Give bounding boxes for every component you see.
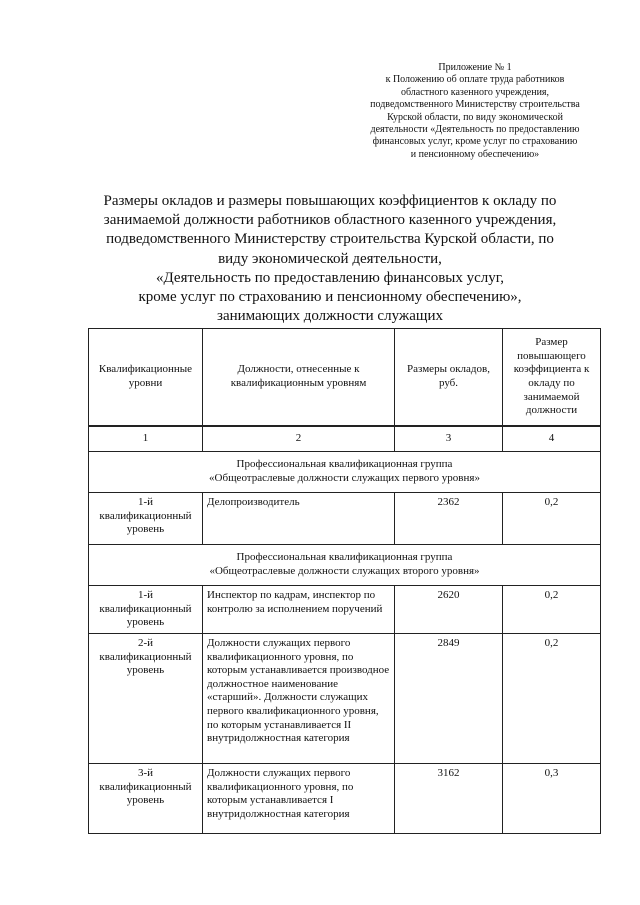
appendix-line: деятельности «Деятельность по предоставлению (370, 124, 580, 136)
group-header-row (89, 545, 601, 586)
coefficient-cell: 0,2 (503, 493, 601, 545)
coefficient-cell: 0,3 (503, 764, 601, 834)
appendix-line: областного казенного учреждения, (400, 86, 550, 98)
salary-cell: 3162 (395, 764, 503, 834)
level-cell: 3-й квалификационный уровень (89, 764, 203, 834)
group-title-line: Профессиональная квалификационная группа (236, 551, 453, 564)
title-line: занимаемой должности работников областного казенного учреждения, (103, 212, 557, 229)
header-positions: Должности, отнесенные к квалификационным уровням (203, 329, 395, 427)
column-number: 4 (503, 426, 601, 452)
salary-cell: 2620 (395, 586, 503, 634)
group-header-row (89, 452, 601, 493)
group-title-line: Профессиональная квалификационная группа (236, 458, 453, 471)
appendix-line: подведомственного Министерству строительства (370, 99, 580, 111)
header-levels: Квалификационные уровни (89, 329, 203, 427)
group-title-line: «Общеотраслевые должности служащих второго уровня» (209, 565, 480, 577)
table-header-row (89, 329, 601, 427)
column-number: 3 (395, 426, 503, 452)
level-cell: 2-й квалификационный уровень (89, 634, 203, 764)
appendix-line: и пенсионному обеспечению» (410, 148, 540, 160)
column-number: 1 (89, 426, 203, 452)
appendix-line: к Положению об оплате труда работников (385, 74, 565, 86)
column-number: 2 (203, 426, 395, 452)
title-line: «Деятельность по предоставлению финансовых услуг, (156, 269, 504, 286)
appendix-line: Курской области, по виду экономической (387, 111, 563, 123)
title-line: кроме услуг по страхованию и пенсионному обеспечению», (138, 289, 522, 306)
positions-cell: Должности служащих первого квалификационного уровня, по которым устанавливается производное должностное наименование «старший». Должности служащих первого квалификационного уровня, по которым устанавливается II внутридолжностная категория (203, 634, 395, 764)
title-line: виду экономической деятельности, (218, 250, 442, 267)
document-title (80, 192, 580, 326)
header-salary: Размеры окладов, руб. (395, 329, 503, 427)
table-row (89, 764, 601, 834)
title-line: подведомственного Министерству строительства Курской области, по (106, 231, 554, 248)
appendix-line: Приложение № 1 (438, 62, 512, 73)
coefficient-cell: 0,2 (503, 586, 601, 634)
level-cell: 1-й квалификационный уровень (89, 586, 203, 634)
table-row (89, 586, 601, 634)
appendix-note (330, 62, 620, 161)
level-cell: 1-й квалификационный уровень (89, 493, 203, 545)
positions-cell: Должности служащих первого квалификационного уровня, по которым устанавливается I внутридолжностная категория (203, 764, 395, 834)
table-row (89, 634, 601, 764)
coefficient-cell: 0,2 (503, 634, 601, 764)
group-title (89, 452, 601, 493)
group-title (89, 545, 601, 586)
positions-cell: Делопроизводитель (203, 493, 395, 545)
group-title-line: «Общеотраслевые должности служащих первого уровня» (209, 472, 480, 484)
positions-cell: Инспектор по кадрам, инспектор по контролю за исполнением поручений (203, 586, 395, 634)
table-row (89, 493, 601, 545)
title-line: Размеры окладов и размеры повышающих коэффициентов к окладу по (103, 193, 557, 209)
salary-table (88, 328, 601, 834)
salary-cell: 2849 (395, 634, 503, 764)
title-line: занимающих должности служащих (217, 308, 443, 325)
salary-cell: 2362 (395, 493, 503, 545)
column-number-row (89, 426, 601, 452)
header-coefficient: Размер повышающего коэффициента к окладу по занимаемой должности (503, 329, 601, 427)
appendix-line: финансовых услуг, кроме услуг по страхованию (372, 136, 578, 148)
